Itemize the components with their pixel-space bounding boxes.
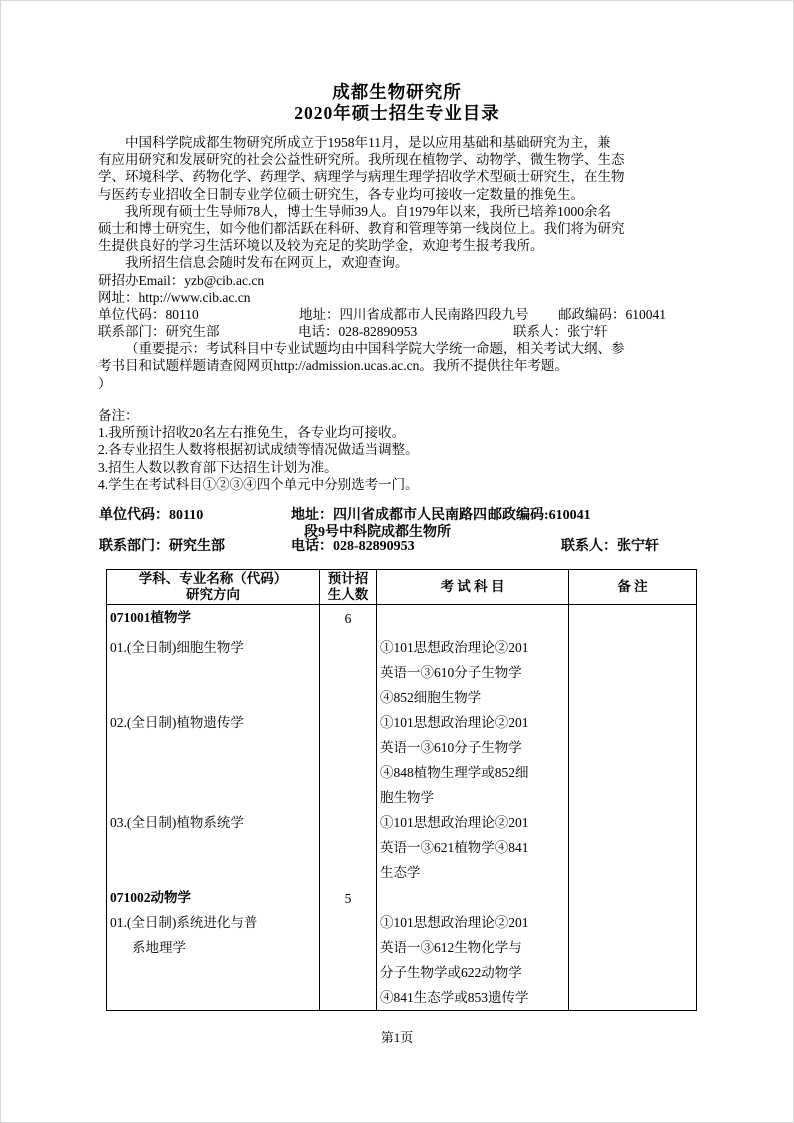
document-title (1, 82, 793, 124)
header-remarks: 备 注 (569, 570, 697, 605)
exam-subjects-line: ①101思想政治理论②201 (380, 814, 529, 830)
admissions-table (106, 569, 697, 1011)
direction-label: 03.(全日制)植物系统学 (110, 814, 244, 830)
exam-subjects-line: ①101思想政治理论②201 (380, 714, 529, 730)
intro-paragraph-line: 有应用研究和发展研究的社会公益性研究所。我所现在植物学、动物学、微生物学、生态 (98, 152, 625, 168)
phone: 电话：028-82890953 (291, 539, 415, 554)
exam-subjects-cell (377, 885, 569, 910)
contact-person: 联系人：张宁轩 (561, 539, 659, 554)
remarks-cell (569, 910, 697, 1011)
website-line: 网址：http://www.cib.ac.cn (98, 289, 251, 305)
intro-paragraph-line: 我所现有硕士生导师78人，博士生导师39人。自1979年以来，我所已培养1000余名 (125, 203, 611, 219)
department: 联系部门：研究生部 (99, 539, 225, 554)
remarks-cell (569, 810, 697, 885)
remarks-cell (569, 635, 697, 710)
direction-row (107, 710, 697, 810)
unit-code: 单位代码：80110 (98, 306, 199, 322)
department: 联系部门：研究生部 (98, 324, 220, 340)
intro-paragraph-line: 中国科学院成都生物研究所成立于1958年11月，是以应用基础和基础研究为主，兼 (125, 135, 611, 150)
note-item: 3.招生人数以教育部下达招生计划为准。 (98, 459, 338, 475)
header-major-name (107, 570, 320, 605)
note-item: 1.我所预计招收20名左右推免生，各专业均可接收。 (98, 425, 406, 441)
header-major-name-line2: 研究方向 (186, 587, 240, 602)
direction-row (107, 810, 697, 885)
title-line-2: 2020年硕士招生专业目录 (294, 103, 500, 123)
planned-count: 6 (320, 605, 377, 635)
direction-row (107, 635, 697, 710)
planned-count (320, 810, 377, 885)
direction-label-cell (107, 635, 320, 710)
page-footer: 第1页 (380, 1030, 414, 1045)
exam-subjects-line: 英语一③610分子生物学 (380, 739, 522, 755)
exam-subjects-line: 生态学 (380, 864, 421, 880)
admissions-email-line: 研招办Email：yzb@cib.ac.cn (98, 272, 265, 288)
address: 地址：四川省成都市人民南路四段九号 (299, 306, 529, 322)
exam-subjects-cell (377, 910, 569, 1011)
postcode: 邮政编码:610041 (488, 508, 591, 523)
exam-subjects-line: ①101思想政治理论②201 (380, 914, 529, 930)
remarks-cell (569, 605, 697, 635)
contact-person: 联系人：张宁轩 (513, 324, 608, 340)
header-planned-count-line1: 预计招 (327, 571, 369, 586)
header-planned-count (320, 570, 377, 605)
note-item: 4.学生在考试科目①②③④四个单元中分别选考一门。 (98, 476, 419, 492)
remarks-cell (569, 885, 697, 910)
exam-subjects-line: 英语一③612生物化学与 (380, 939, 522, 955)
postcode: 邮政编码：610041 (558, 306, 666, 322)
exam-subjects-line: 英语一③610分子生物学 (380, 664, 522, 680)
address-line-1: 地址：四川省成都市人民南路四 (291, 508, 487, 523)
intro-paragraph-line: 与医药专业招收全日制专业学位硕士研究生，各专业均可接收一定数量的推免生。 (98, 186, 584, 202)
intro-paragraph-line: 硕士和博士研究生，如今他们都活跃在科研、教育和管理等第一线岗位上。我们将为研究 (98, 220, 625, 236)
exam-subjects-cell (377, 635, 569, 710)
exam-subjects-line: 分子生物学或622动物学 (380, 964, 522, 980)
header-exam-subjects: 考 试 科 目 (377, 570, 569, 605)
unit-info-line (98, 306, 704, 323)
direction-row (107, 910, 697, 1011)
planned-count (320, 635, 377, 710)
section-code-name: 071002动物学 (107, 885, 320, 910)
direction-label-cell (107, 810, 320, 885)
planned-count (320, 910, 377, 1011)
remarks-cell (569, 710, 697, 810)
bold-contact-block (99, 507, 705, 563)
direction-label: 01.(全日制)细胞生物学 (110, 639, 244, 655)
exam-subjects-cell (377, 710, 569, 810)
important-notice-line: （重要提示：考试科目中专业试题均由中国科学院大学统一命题，相关考试大纲、参 (125, 341, 625, 357)
important-notice-line: 考书目和试题样题请查阅网页http://admission.ucas.ac.cn。我所不提供往年考题。 (98, 358, 568, 374)
exam-subjects-line: ④841生态学或853遗传学 (380, 989, 529, 1005)
important-notice-line: ） (98, 375, 112, 391)
unit-code: 单位代码：80110 (99, 508, 204, 523)
intro-paragraph-line: 学、环境科学、药物化学、药理学、病理学与病理生理学招收学术型硕士研究生，在生物 (98, 169, 625, 185)
exam-subjects-line: ④848植物生理学或852细 (380, 764, 529, 780)
intro-paragraph-line: 我所招生信息会随时发布在网页上，欢迎查询。 (125, 255, 409, 271)
direction-label: 系地理学 (132, 939, 186, 955)
notes-section (98, 407, 704, 493)
section-code-name: 071001植物学 (107, 605, 320, 635)
intro-paragraph-line: 生提供良好的学习生活环境以及较为充足的奖助学金，欢迎考生报考我所。 (98, 238, 544, 254)
exam-subjects-line: 胞生物学 (380, 789, 434, 805)
section-row (107, 605, 697, 635)
exam-subjects-line: 英语一③621植物学④841 (380, 839, 529, 855)
direction-label-cell (107, 910, 320, 1011)
planned-count: 5 (320, 885, 377, 910)
exam-subjects-cell (377, 605, 569, 635)
section-row (107, 885, 697, 910)
header-planned-count-line2: 生人数 (327, 587, 369, 602)
direction-label: 02.(全日制)植物遗传学 (110, 714, 244, 730)
exam-subjects-line: ①101思想政治理论②201 (380, 639, 529, 655)
department-info-line (98, 323, 704, 340)
phone: 电话：028-82890953 (298, 324, 418, 340)
notes-title: 备注： (98, 408, 139, 423)
exam-subjects-line: ④852细胞生物学 (380, 689, 482, 705)
intro-section (98, 134, 704, 392)
note-item: 2.各专业招生人数将根据初试成绩等情况做适当调整。 (98, 442, 419, 458)
planned-count (320, 710, 377, 810)
title-line-1: 成都生物研究所 (332, 82, 462, 102)
table-header-row (107, 570, 697, 605)
header-major-name-line1: 学科、专业名称（代码） (138, 571, 288, 586)
address-line-2: 段9号中科院成都生物所 (304, 525, 451, 540)
direction-label: 01.(全日制)系统进化与普 (110, 914, 258, 930)
exam-subjects-cell (377, 810, 569, 885)
direction-label-cell (107, 710, 320, 810)
